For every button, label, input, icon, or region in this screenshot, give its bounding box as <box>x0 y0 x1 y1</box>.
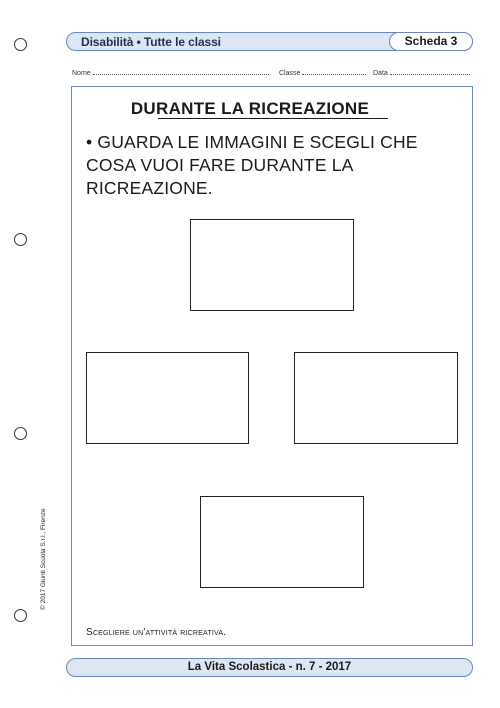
activity-image-box-3[interactable] <box>294 352 458 444</box>
date-line <box>390 68 470 75</box>
copyright-credit: © 2017 Giunti Scuola S.r.l., Firenze <box>40 508 47 610</box>
footer-bar: La Vita Scolastica - n. 7 - 2017 <box>66 658 473 677</box>
binder-hole-4 <box>14 609 27 622</box>
student-fields <box>72 68 472 80</box>
header-category: Disabilità • Tutte le classi <box>81 35 221 49</box>
page-title: DURANTE LA RICREAZIONE <box>130 99 370 118</box>
binder-hole-1 <box>14 38 27 51</box>
activity-image-box-4[interactable] <box>200 496 364 588</box>
class-line <box>302 68 366 75</box>
binder-hole-3 <box>14 427 27 440</box>
instruction-text: • GUARDA LE IMMAGINI E SCEGLI CHE COSA VUOI FARE DURANTE LA RICREAZIONE. <box>86 132 418 198</box>
activity-image-box-2[interactable] <box>86 352 249 444</box>
sheet-number-badge: Scheda 3 <box>389 32 473 51</box>
activity-image-box-1[interactable] <box>190 219 354 311</box>
footer-note: Scegliere un'attività ricreativa. <box>86 627 227 638</box>
header-bar <box>66 32 473 51</box>
title-underline <box>158 118 388 119</box>
class-label: Classe <box>279 70 301 77</box>
name-label: Nome <box>72 70 91 77</box>
name-field[interactable] <box>72 68 269 77</box>
date-field[interactable] <box>373 68 470 77</box>
date-label: Data <box>373 70 388 77</box>
name-line <box>93 68 269 75</box>
class-field[interactable] <box>279 68 366 77</box>
binder-hole-2 <box>14 233 27 246</box>
